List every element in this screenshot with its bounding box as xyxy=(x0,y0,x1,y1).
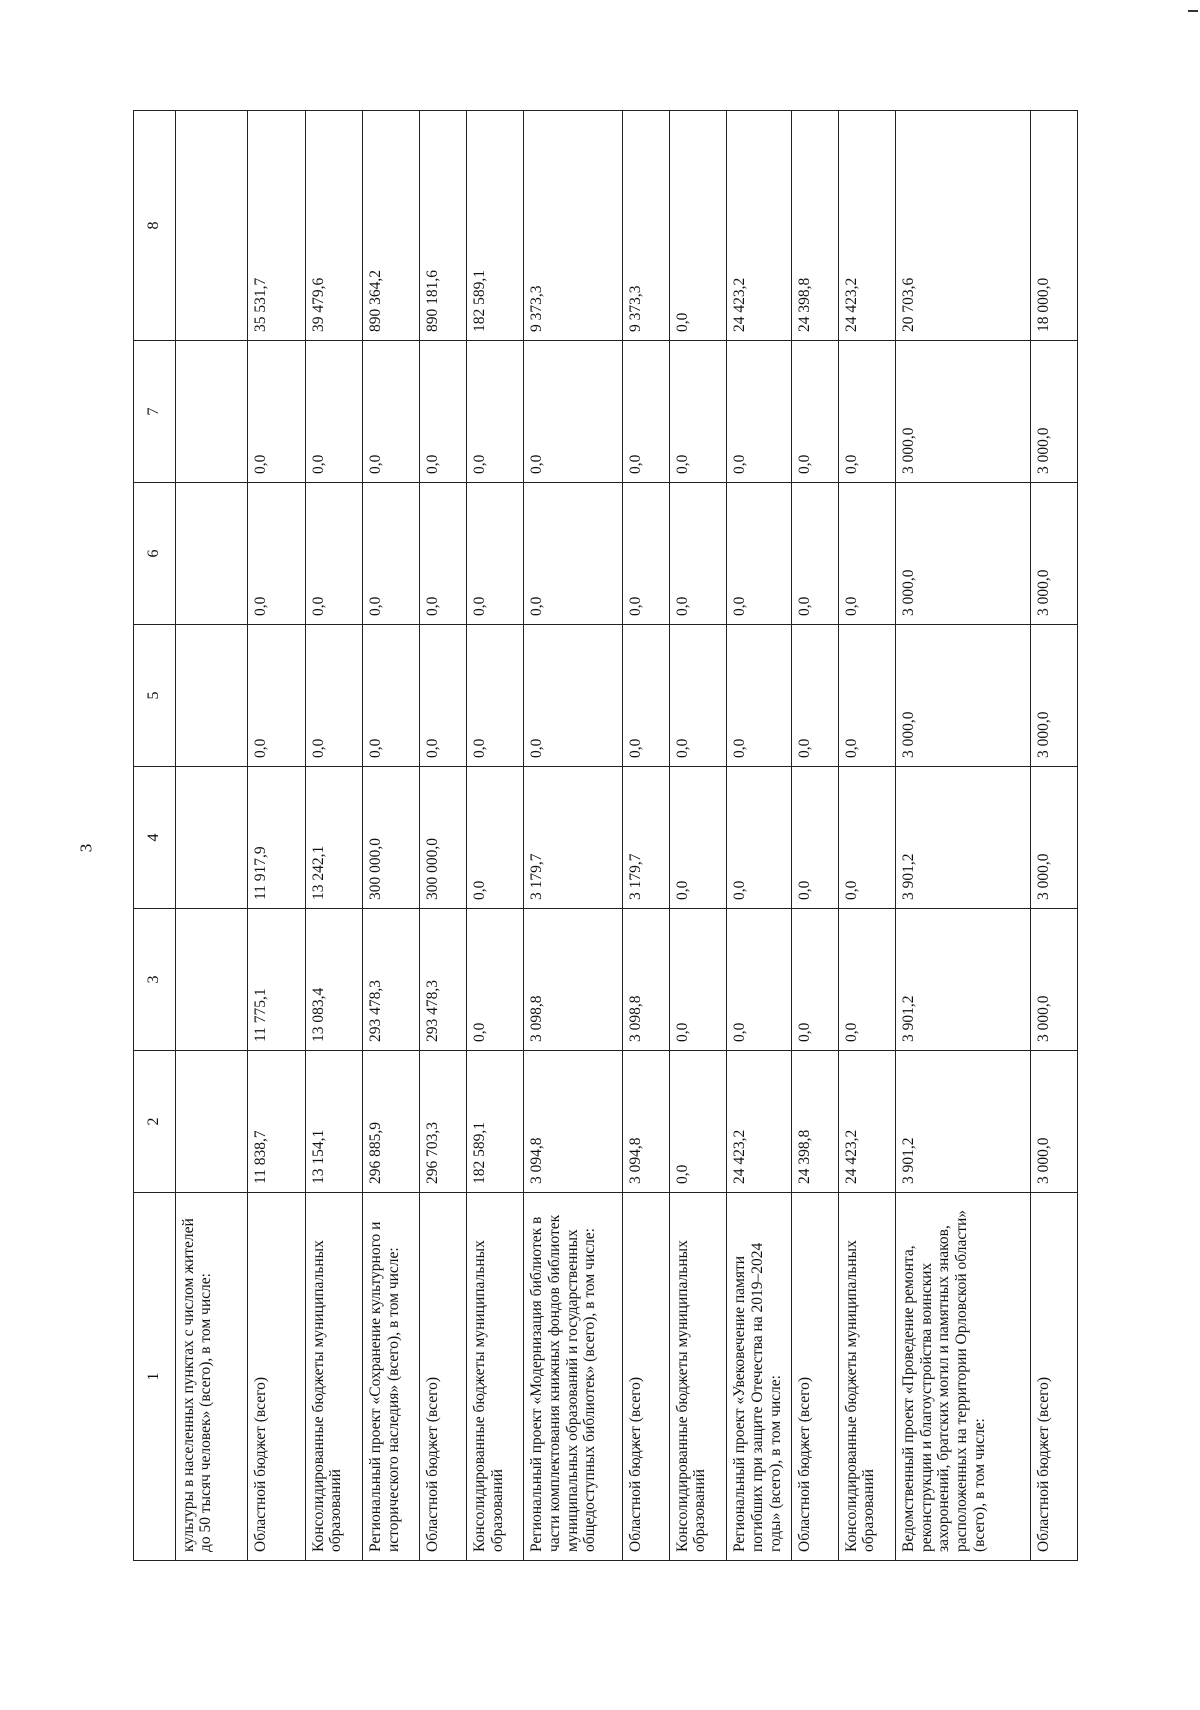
value-cell: 0,0 xyxy=(420,341,467,483)
value-cell: 296 703,3 xyxy=(420,1051,467,1193)
value-cell: 11 838,7 xyxy=(248,1051,305,1193)
value-cell: 296 885,9 xyxy=(362,1051,419,1193)
value-cell: 3 179,7 xyxy=(622,767,669,909)
value-cell: 24 423,2 xyxy=(726,111,791,341)
table-row xyxy=(622,111,669,1561)
value-cell: 182 589,1 xyxy=(466,111,523,341)
value-cell: 35 531,7 xyxy=(248,111,305,341)
value-cell: 3 000,0 xyxy=(1031,909,1078,1051)
row-label: Ведомственный проект «Проведение ремонта, реконструкции и благоустройства воинских захоронений, братских могил и памятных знаков, расположенных на территории Орловской области» (всего), в том числе: xyxy=(895,1193,1030,1561)
table-row xyxy=(466,111,523,1561)
value-cell xyxy=(175,483,248,625)
table-row xyxy=(791,111,838,1561)
value-cell: 3 000,0 xyxy=(895,483,1030,625)
value-cell: 0,0 xyxy=(669,625,726,767)
budget-table-rotated xyxy=(133,111,1078,1561)
value-cell: 3 000,0 xyxy=(1031,341,1078,483)
table-row xyxy=(726,111,791,1561)
value-cell: 13 083,4 xyxy=(305,909,362,1051)
value-cell xyxy=(175,625,248,767)
value-cell: 3 179,7 xyxy=(524,767,623,909)
header-cell: 3 xyxy=(134,909,176,1051)
header-cell: 8 xyxy=(134,111,176,341)
budget-table xyxy=(133,110,1078,1561)
table-row xyxy=(175,111,248,1561)
value-cell: 0,0 xyxy=(791,767,838,909)
scan-mark xyxy=(1188,10,1198,12)
header-cell: 5 xyxy=(134,625,176,767)
value-cell: 3 094,8 xyxy=(524,1051,623,1193)
value-cell: 20 703,6 xyxy=(895,111,1030,341)
value-cell: 0,0 xyxy=(726,483,791,625)
value-cell: 9 373,3 xyxy=(524,111,623,341)
row-label: Областной бюджет (всего) xyxy=(420,1193,467,1561)
value-cell: 0,0 xyxy=(791,341,838,483)
row-label: Областной бюджет (всего) xyxy=(791,1193,838,1561)
value-cell: 0,0 xyxy=(466,341,523,483)
value-cell: 293 478,3 xyxy=(420,909,467,1051)
table-row xyxy=(248,111,305,1561)
header-cell: 4 xyxy=(134,767,176,909)
value-cell xyxy=(175,909,248,1051)
row-label: Областной бюджет (всего) xyxy=(248,1193,305,1561)
row-label: Консолидированные бюджеты муниципальных образований xyxy=(305,1193,362,1561)
value-cell: 0,0 xyxy=(362,341,419,483)
value-cell: 0,0 xyxy=(305,341,362,483)
value-cell: 18 000,0 xyxy=(1031,111,1078,341)
value-cell: 0,0 xyxy=(669,767,726,909)
value-cell: 0,0 xyxy=(622,341,669,483)
value-cell: 0,0 xyxy=(791,625,838,767)
value-cell: 0,0 xyxy=(248,341,305,483)
value-cell: 0,0 xyxy=(524,341,623,483)
table-row xyxy=(669,111,726,1561)
value-cell: 3 901,2 xyxy=(895,909,1030,1051)
table-row xyxy=(362,111,419,1561)
table-row xyxy=(895,111,1030,1561)
value-cell: 3 098,8 xyxy=(622,909,669,1051)
value-cell: 0,0 xyxy=(466,625,523,767)
value-cell: 24 423,2 xyxy=(838,111,895,341)
value-cell: 3 094,8 xyxy=(622,1051,669,1193)
value-cell: 0,0 xyxy=(726,767,791,909)
value-cell: 24 423,2 xyxy=(726,1051,791,1193)
value-cell: 3 098,8 xyxy=(524,909,623,1051)
value-cell: 3 901,2 xyxy=(895,1051,1030,1193)
value-cell: 0,0 xyxy=(420,483,467,625)
value-cell: 0,0 xyxy=(622,625,669,767)
value-cell: 0,0 xyxy=(726,625,791,767)
value-cell: 0,0 xyxy=(305,625,362,767)
header-cell: 7 xyxy=(134,341,176,483)
table-row xyxy=(524,111,623,1561)
value-cell: 0,0 xyxy=(305,483,362,625)
value-cell: 24 398,8 xyxy=(791,111,838,341)
value-cell: 293 478,3 xyxy=(362,909,419,1051)
header-cell: 6 xyxy=(134,483,176,625)
value-cell: 300 000,0 xyxy=(362,767,419,909)
table-row xyxy=(305,111,362,1561)
value-cell: 0,0 xyxy=(362,483,419,625)
value-cell: 11 917,9 xyxy=(248,767,305,909)
value-cell: 0,0 xyxy=(362,625,419,767)
value-cell: 0,0 xyxy=(622,483,669,625)
value-cell: 39 479,6 xyxy=(305,111,362,341)
value-cell: 13 154,1 xyxy=(305,1051,362,1193)
value-cell: 0,0 xyxy=(669,909,726,1051)
row-label: Региональный проект «Сохранение культурного и исторического наследия» (всего), в том числе: xyxy=(362,1193,419,1561)
value-cell xyxy=(175,767,248,909)
value-cell: 0,0 xyxy=(838,909,895,1051)
value-cell: 11 775,1 xyxy=(248,909,305,1051)
value-cell: 3 000,0 xyxy=(1031,625,1078,767)
value-cell xyxy=(175,1051,248,1193)
header-cell: 2 xyxy=(134,1051,176,1193)
row-label: Областной бюджет (всего) xyxy=(1031,1193,1078,1561)
value-cell: 0,0 xyxy=(669,1051,726,1193)
value-cell: 24 398,8 xyxy=(791,1051,838,1193)
value-cell: 0,0 xyxy=(466,767,523,909)
value-cell: 0,0 xyxy=(524,625,623,767)
value-cell: 0,0 xyxy=(669,111,726,341)
row-label: Консолидированные бюджеты муниципальных образований xyxy=(838,1193,895,1561)
value-cell: 3 000,0 xyxy=(1031,483,1078,625)
value-cell: 0,0 xyxy=(838,483,895,625)
value-cell: 182 589,1 xyxy=(466,1051,523,1193)
value-cell: 0,0 xyxy=(838,625,895,767)
value-cell: 13 242,1 xyxy=(305,767,362,909)
header-row xyxy=(134,111,176,1561)
value-cell: 0,0 xyxy=(466,483,523,625)
value-cell: 24 423,2 xyxy=(838,1051,895,1193)
value-cell: 0,0 xyxy=(838,341,895,483)
value-cell: 0,0 xyxy=(791,483,838,625)
value-cell: 890 181,6 xyxy=(420,111,467,341)
value-cell: 0,0 xyxy=(524,483,623,625)
value-cell: 3 901,2 xyxy=(895,767,1030,909)
value-cell: 0,0 xyxy=(669,483,726,625)
row-label: Консолидированные бюджеты муниципальных образований xyxy=(466,1193,523,1561)
row-label: культуры в населенных пунктах с числом жителей до 50 тысяч человек» (всего), в том числе: xyxy=(175,1193,248,1561)
row-label: Областной бюджет (всего) xyxy=(622,1193,669,1561)
table-row xyxy=(1031,111,1078,1561)
row-label: Региональный проект «Модернизация библиотек в части комплектования книжных фондов библиотек муниципальных образований и государственных общедоступных библиотек» (всего), в том числе: xyxy=(524,1193,623,1561)
value-cell: 0,0 xyxy=(420,625,467,767)
value-cell: 3 000,0 xyxy=(895,341,1030,483)
value-cell: 9 373,3 xyxy=(622,111,669,341)
value-cell: 3 000,0 xyxy=(1031,1051,1078,1193)
row-label: Региональный проект «Увековечение памяти погибших при защите Отечества на 2019–2024 годы» (всего), в том числе: xyxy=(726,1193,791,1561)
page-number: 3 xyxy=(76,843,96,853)
value-cell: 0,0 xyxy=(466,909,523,1051)
value-cell: 890 364,2 xyxy=(362,111,419,341)
table-row xyxy=(838,111,895,1561)
table-row xyxy=(420,111,467,1561)
value-cell: 3 000,0 xyxy=(1031,767,1078,909)
value-cell: 0,0 xyxy=(669,341,726,483)
row-label: Консолидированные бюджеты муниципальных образований xyxy=(669,1193,726,1561)
value-cell: 0,0 xyxy=(838,767,895,909)
value-cell: 0,0 xyxy=(248,483,305,625)
value-cell xyxy=(175,111,248,341)
value-cell: 0,0 xyxy=(726,909,791,1051)
value-cell xyxy=(175,341,248,483)
value-cell: 0,0 xyxy=(726,341,791,483)
value-cell: 0,0 xyxy=(791,909,838,1051)
header-cell: 1 xyxy=(134,1193,176,1561)
value-cell: 0,0 xyxy=(248,625,305,767)
value-cell: 300 000,0 xyxy=(420,767,467,909)
value-cell: 3 000,0 xyxy=(895,625,1030,767)
